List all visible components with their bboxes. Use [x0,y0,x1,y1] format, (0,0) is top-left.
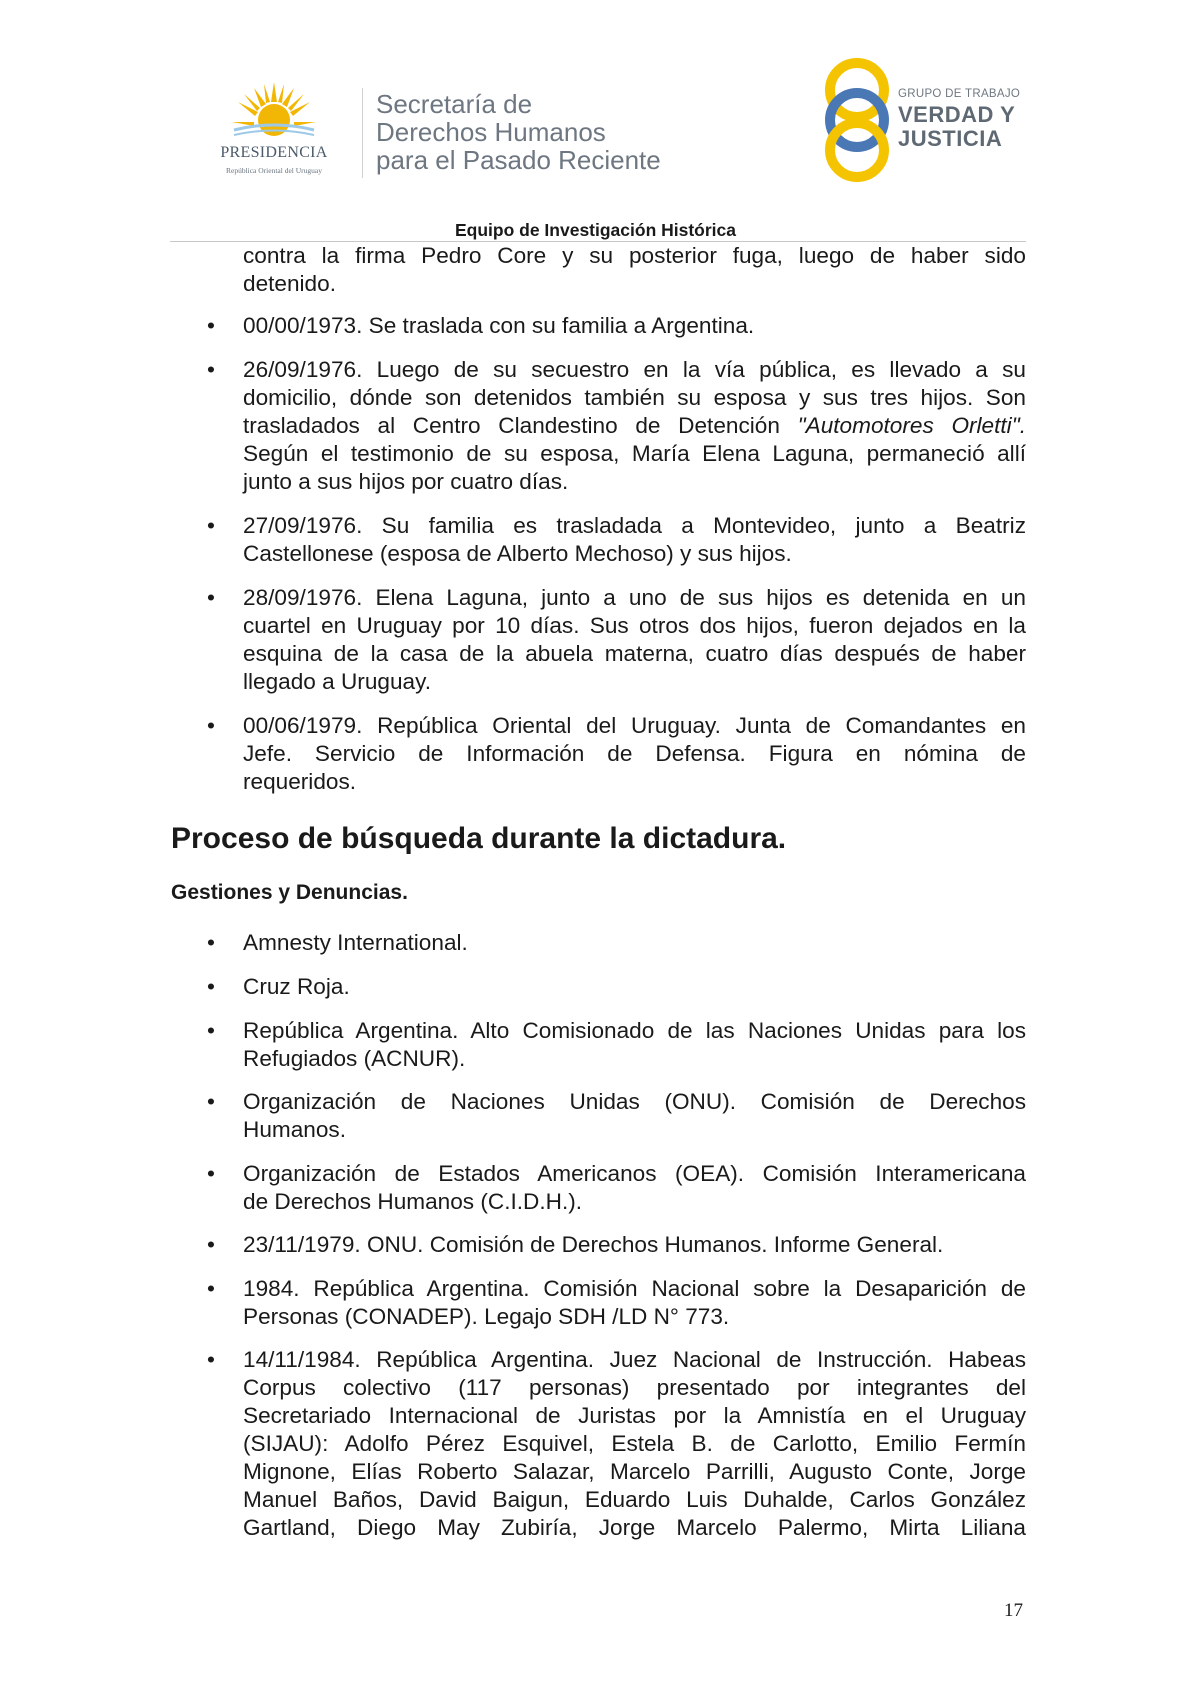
gestion-item [207,1231,1026,1259]
gestion-item [207,1088,1026,1144]
text-segment: trasladados al Centro Clandestino de Detención [243,413,780,438]
text-line: detenido. [243,271,336,296]
text-line: 00/06/1979. República Oriental del Uruguay. Junta de Comandantes en [243,713,1026,738]
presidencia-name: PRESIDENCIA [220,144,328,161]
text-line: Secretariado Internacional de Juristas por la Amnistía en el Uruguay [243,1403,1026,1428]
gestion-item [207,973,1026,1001]
text-line: 00/00/1973. Se traslada con su familia a Argentina. [243,313,755,338]
text-line [243,412,1026,440]
text-line: Manuel Baños, David Baigun, Eduardo Luis Duhalde, Carlos González [243,1487,1026,1512]
bullet-icon: • [207,513,215,538]
gestion-item [207,1346,1026,1542]
text-line: 28/09/1976. Elena Laguna, junto a uno de sus hijos es detenida en un [243,585,1026,610]
bullet-icon: • [207,313,215,338]
text-line: cuartel en Uruguay por 10 días. Sus otros dos hijos, fueron dejados en la [243,613,1026,638]
bullet-icon: • [207,930,215,955]
text-line: 23/11/1979. ONU. Comisión de Derechos Humanos. Informe General. [243,1232,944,1257]
section-title: Proceso de búsqueda durante la dictadura. [171,822,787,855]
gestion-item [207,929,1026,957]
timeline-item [207,712,1026,796]
interlocking-rings-icon [820,56,894,184]
page-number: 17 [1004,1600,1023,1621]
timeline-item [207,312,1026,340]
bullet-icon: • [207,585,215,610]
secretaria-line-2: Derechos Humanos [376,117,606,147]
text-line: 1984. República Argentina. Comisión Nacional sobre la Desaparición de [243,1276,1026,1301]
subsection-title: Gestiones y Denuncias. [171,881,408,904]
bullet-icon: • [207,1232,215,1257]
continuation-paragraph [243,242,1026,298]
grupo-trabajo-logo [820,56,1030,186]
equipo-title: Equipo de Investigación Histórica [454,220,737,240]
gestion-item [207,1275,1026,1331]
bullet-icon: • [207,1018,215,1043]
text-line: Organización de Naciones Unidas (ONU). Comisión de Derechos [243,1089,1026,1114]
text-line: Refugiados (ACNUR). [243,1046,466,1071]
text-line: Según el testimonio de su esposa, María Elena Laguna, permaneció allí [243,441,1026,466]
text-line: 27/09/1976. Su familia es trasladada a Montevideo, junto a Beatriz [243,513,1026,538]
page-header [0,0,1191,240]
bullet-icon: • [207,713,215,738]
timeline-item [207,584,1026,696]
text-line: domicilio, dónde son detenidos también su esposa y sus tres hijos. Son [243,385,1026,410]
text-line: República Argentina. Alto Comisionado de las Naciones Unidas para los [243,1018,1026,1043]
text-line: Cruz Roja. [243,974,350,999]
text-line: Gartland, Diego May Zubiría, Jorge Marcelo Palermo, Mirta Liliana [243,1515,1026,1540]
secretaria-line-3: para el Pasado Reciente [376,145,661,175]
text-line: Jefe. Servicio de Información de Defensa. Figura en nómina de [243,741,1026,766]
text-line: 14/11/1984. República Argentina. Juez Nacional de Instrucción. Habeas [243,1347,1026,1372]
text-line: requeridos. [243,769,357,794]
text-line: Organización de Estados Americanos (OEA). Comisión Interamericana [243,1161,1026,1186]
bullet-icon: • [207,974,215,999]
text-line: Personas (CONADEP). Legajo SDH /LD N° 773. [243,1304,730,1329]
text-line: junto a sus hijos por cuatro días. [243,469,569,494]
presidencia-logo [198,80,350,180]
text-line: Castellonese (esposa de Alberto Mechoso) y sus hijos. [243,541,792,566]
text-line: (SIJAU): Adolfo Pérez Esquivel, Estela B. de Carlotto, Emilio Fermín [243,1431,1026,1456]
timeline-item [207,512,1026,568]
text-line: llegado a Uruguay. [243,669,431,694]
text-line: contra la firma Pedro Core y su posterior fuga, luego de haber sido [243,243,1026,268]
text-line: Humanos. [243,1117,346,1142]
text-line: Mignone, Elías Roberto Salazar, Marcelo Parrilli, Augusto Conte, Jorge [243,1459,1026,1484]
logo-divider [362,88,363,178]
grupo-small-label: GRUPO DE TRABAJO [898,88,1021,100]
gestion-item [207,1160,1026,1216]
gestion-item [207,1017,1026,1073]
sun-emblem-icon [230,80,318,140]
secretaria-line-1: Secretaría de [376,89,533,119]
text-line: Amnesty International. [243,930,468,955]
bullet-icon: • [207,1089,215,1114]
grupo-line-2: JUSTICIA [898,126,1003,151]
bullet-icon: • [207,1347,215,1372]
bullet-icon: • [207,357,215,382]
text-line: 26/09/1976. Luego de su secuestro en la vía pública, es llevado a su [243,357,1026,382]
presidencia-subtitle: República Oriental del Uruguay [225,166,322,175]
bullet-icon: • [207,1161,215,1186]
secretaria-logo-text [376,90,661,174]
text-line: de Derechos Humanos (C.I.D.H.). [243,1189,583,1214]
italic-segment: "Automotores Orletti". [797,413,1026,438]
text-line: esquina de la casa de la abuela materna, cuatro días después de haber [243,641,1026,666]
bullet-icon: • [207,1276,215,1301]
grupo-line-1: VERDAD Y [898,102,1016,127]
timeline-item [207,356,1026,496]
text-line: Corpus colectivo (117 personas) presentado por integrantes del [243,1375,1026,1400]
